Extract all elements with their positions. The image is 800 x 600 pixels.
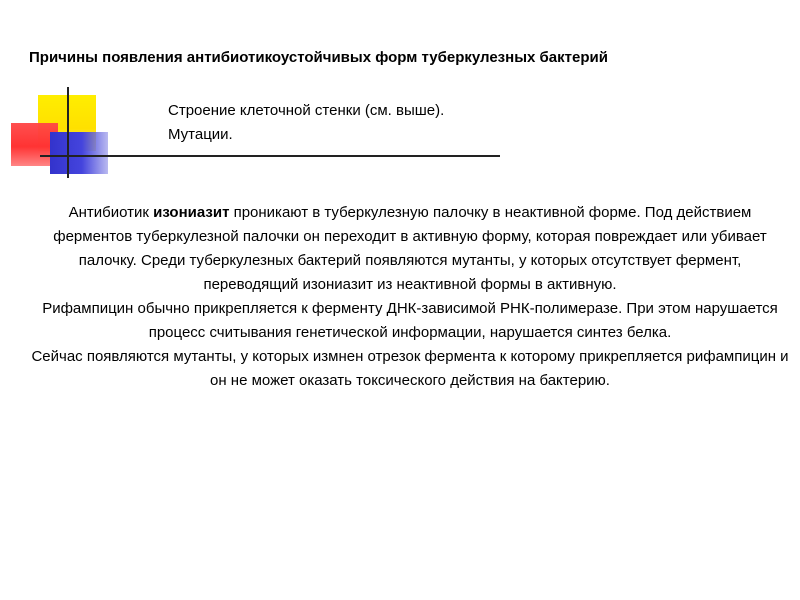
slide-title: Причины появления антибиотикоустойчивых форм туберкулезных бактерий	[29, 49, 608, 66]
vertical-rule	[67, 87, 69, 178]
paragraph-isoniazid	[30, 201, 790, 297]
body-text	[30, 201, 790, 393]
red-square	[11, 123, 58, 166]
blue-square	[50, 132, 108, 174]
subitem-cell-wall: Строение клеточной стенки (см. выше).	[168, 102, 445, 119]
paragraph-isoniazid-prefix: Антибиотик	[68, 204, 154, 221]
subitems-list	[168, 99, 444, 147]
paragraph-rifampicin: Рифампицин обычно прикрепляется к ферменту ДНК-зависимой РНК-полимеразе. При этом нарушается процесс считывания генетической информации, нарушается синтез белка.	[42, 300, 778, 341]
isoniazid-emphasis: изониазит	[153, 204, 230, 221]
subitem-mutations: Мутации.	[168, 126, 233, 143]
paragraph-mutants: Сейчас появляются мутанты, у которых измнен отрезок фермента к которому прикрепляется рифампицин и он не может оказать токсического действия на бактерию.	[31, 348, 789, 389]
yellow-square	[38, 95, 96, 151]
horizontal-rule	[40, 155, 500, 157]
paragraph-isoniazid-rest: проникают в туберкулезную палочку в неактивной форме. Под действием ферментов туберкулезной палочки он переходит в активную форму, которая повреждает или убивает палочку. Среди туберкулезных бактерий появляются мутанты, у которых отсутствует фермент, переводящий изониазит из неактивной формы в активную.	[53, 204, 767, 293]
